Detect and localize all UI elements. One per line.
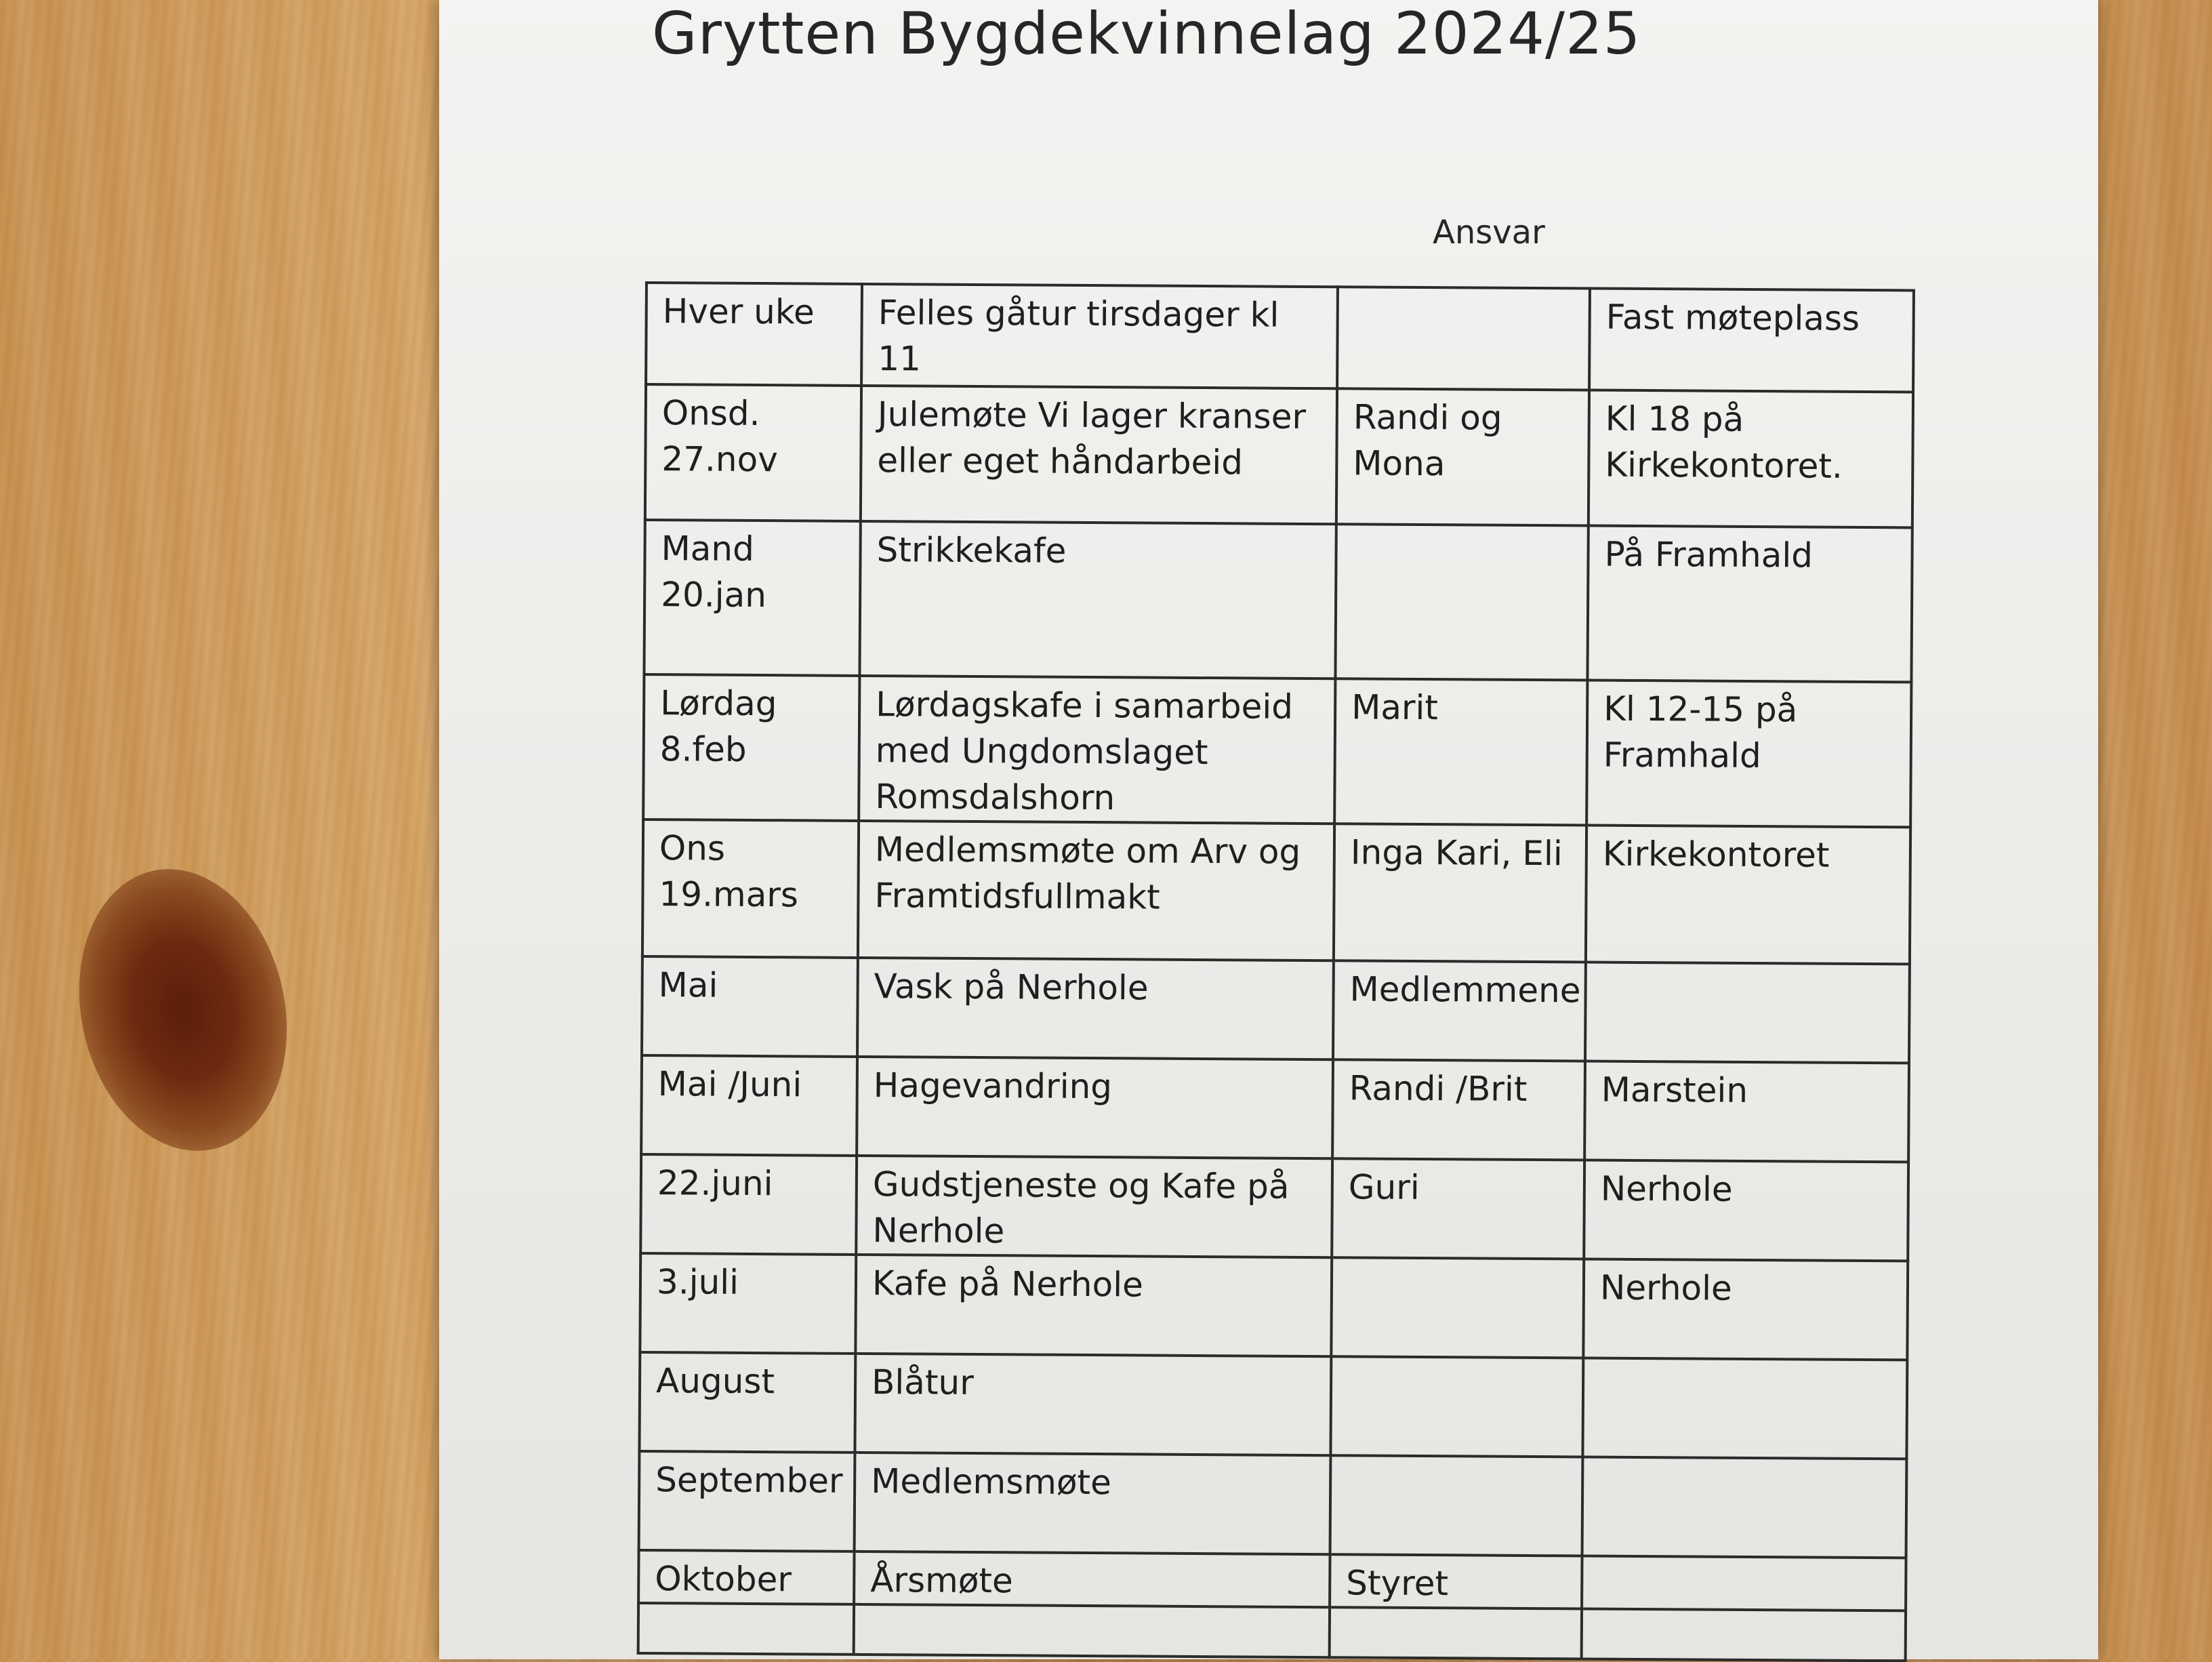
responsible-cell: Inga Kari, Eli — [1334, 824, 1586, 962]
responsible-cell — [1330, 1455, 1583, 1556]
location-cell: Kl 12-15 på Framhald — [1586, 681, 1911, 828]
table-row — [645, 384, 1913, 527]
date-cell: Oktober — [638, 1550, 854, 1604]
date-cell: 22.juni — [640, 1154, 857, 1255]
location-cell — [1582, 1608, 1906, 1661]
date-cell: Onsd. 27.nov — [645, 384, 861, 521]
table-row — [642, 956, 1910, 1063]
table-row — [646, 283, 1914, 392]
date-cell — [638, 1603, 854, 1655]
date-cell: Mai — [642, 956, 858, 1057]
activity-cell: Medlemsmøte om Arv og Framtidsfullmakt — [858, 821, 1334, 960]
responsible-cell: Styret — [1330, 1554, 1582, 1608]
table-row — [644, 520, 1912, 682]
date-cell: Mand 20.jan — [644, 520, 860, 676]
location-cell — [1582, 1556, 1906, 1610]
responsible-cell: Randi /Brit — [1332, 1059, 1585, 1160]
activity-cell: Vask på Nerhole — [857, 958, 1334, 1059]
date-cell: 3.juli — [640, 1253, 856, 1354]
date-cell: August — [639, 1352, 855, 1453]
table-row — [639, 1451, 1907, 1558]
activity-cell: Kafe på Nerhole — [855, 1255, 1332, 1356]
activity-cell: Gudstjeneste og Kafe på Nerhole — [856, 1156, 1332, 1257]
location-cell: På Framhald — [1587, 526, 1912, 683]
activity-cell: Hagevandring — [857, 1057, 1333, 1158]
responsible-cell: Medlemmene — [1333, 960, 1586, 1061]
responsible-cell — [1330, 1356, 1583, 1457]
location-cell — [1582, 1358, 1907, 1459]
date-cell: September — [639, 1451, 855, 1552]
responsible-cell — [1330, 1607, 1582, 1659]
table-row — [639, 1352, 1907, 1459]
table-row — [640, 1154, 1908, 1261]
table-row — [638, 1603, 1906, 1661]
location-cell: Nerhole — [1584, 1160, 1908, 1261]
responsible-cell — [1337, 287, 1590, 390]
activity-cell: Julemøte Vi lager kranser eller eget håndarbeid — [861, 386, 1337, 524]
schedule-table — [637, 281, 1915, 1662]
responsible-cell — [1331, 1257, 1584, 1358]
location-cell: Fast møteplass — [1589, 289, 1914, 392]
responsible-cell: Marit — [1334, 678, 1587, 825]
responsible-cell: Randi og Mona — [1336, 388, 1589, 525]
date-cell: Ons 19.mars — [642, 819, 859, 958]
location-cell — [1582, 1457, 1907, 1558]
date-cell: Hver uke — [646, 283, 862, 386]
table-row — [638, 1550, 1906, 1610]
activity-cell: Medlemsmøte — [855, 1453, 1331, 1554]
location-cell: Marstein — [1584, 1061, 1909, 1162]
activity-cell: Felles gåtur tirsdager kl 11 — [861, 284, 1338, 388]
page-title: Grytten Bygdekvinnelag 2024/25 — [652, 0, 1641, 68]
location-cell — [1585, 962, 1910, 1063]
responsible-cell: Guri — [1332, 1158, 1584, 1259]
activity-cell: Blåtur — [855, 1354, 1331, 1455]
table-row — [641, 1055, 1909, 1162]
location-cell: Nerhole — [1583, 1259, 1908, 1360]
date-cell: Lørdag 8.feb — [643, 674, 859, 821]
responsible-cell — [1335, 524, 1588, 680]
activity-cell: Strikkekafe — [859, 521, 1336, 678]
responsibility-column-header: Ansvar — [1433, 214, 1545, 251]
activity-cell — [854, 1604, 1330, 1657]
location-cell: Kl 18 på Kirkekontoret. — [1589, 390, 1913, 528]
date-cell: Mai /Juni — [641, 1055, 857, 1156]
location-cell: Kirkekontoret — [1586, 826, 1910, 965]
table-row — [642, 819, 1910, 964]
activity-cell: Lørdagskafe i samarbeid med Ungdomslaget Romsdalshorn — [859, 676, 1335, 824]
table-row — [640, 1253, 1908, 1360]
wood-knot — [54, 849, 312, 1170]
activity-cell: Årsmøte — [854, 1552, 1330, 1607]
table-row — [643, 674, 1911, 827]
